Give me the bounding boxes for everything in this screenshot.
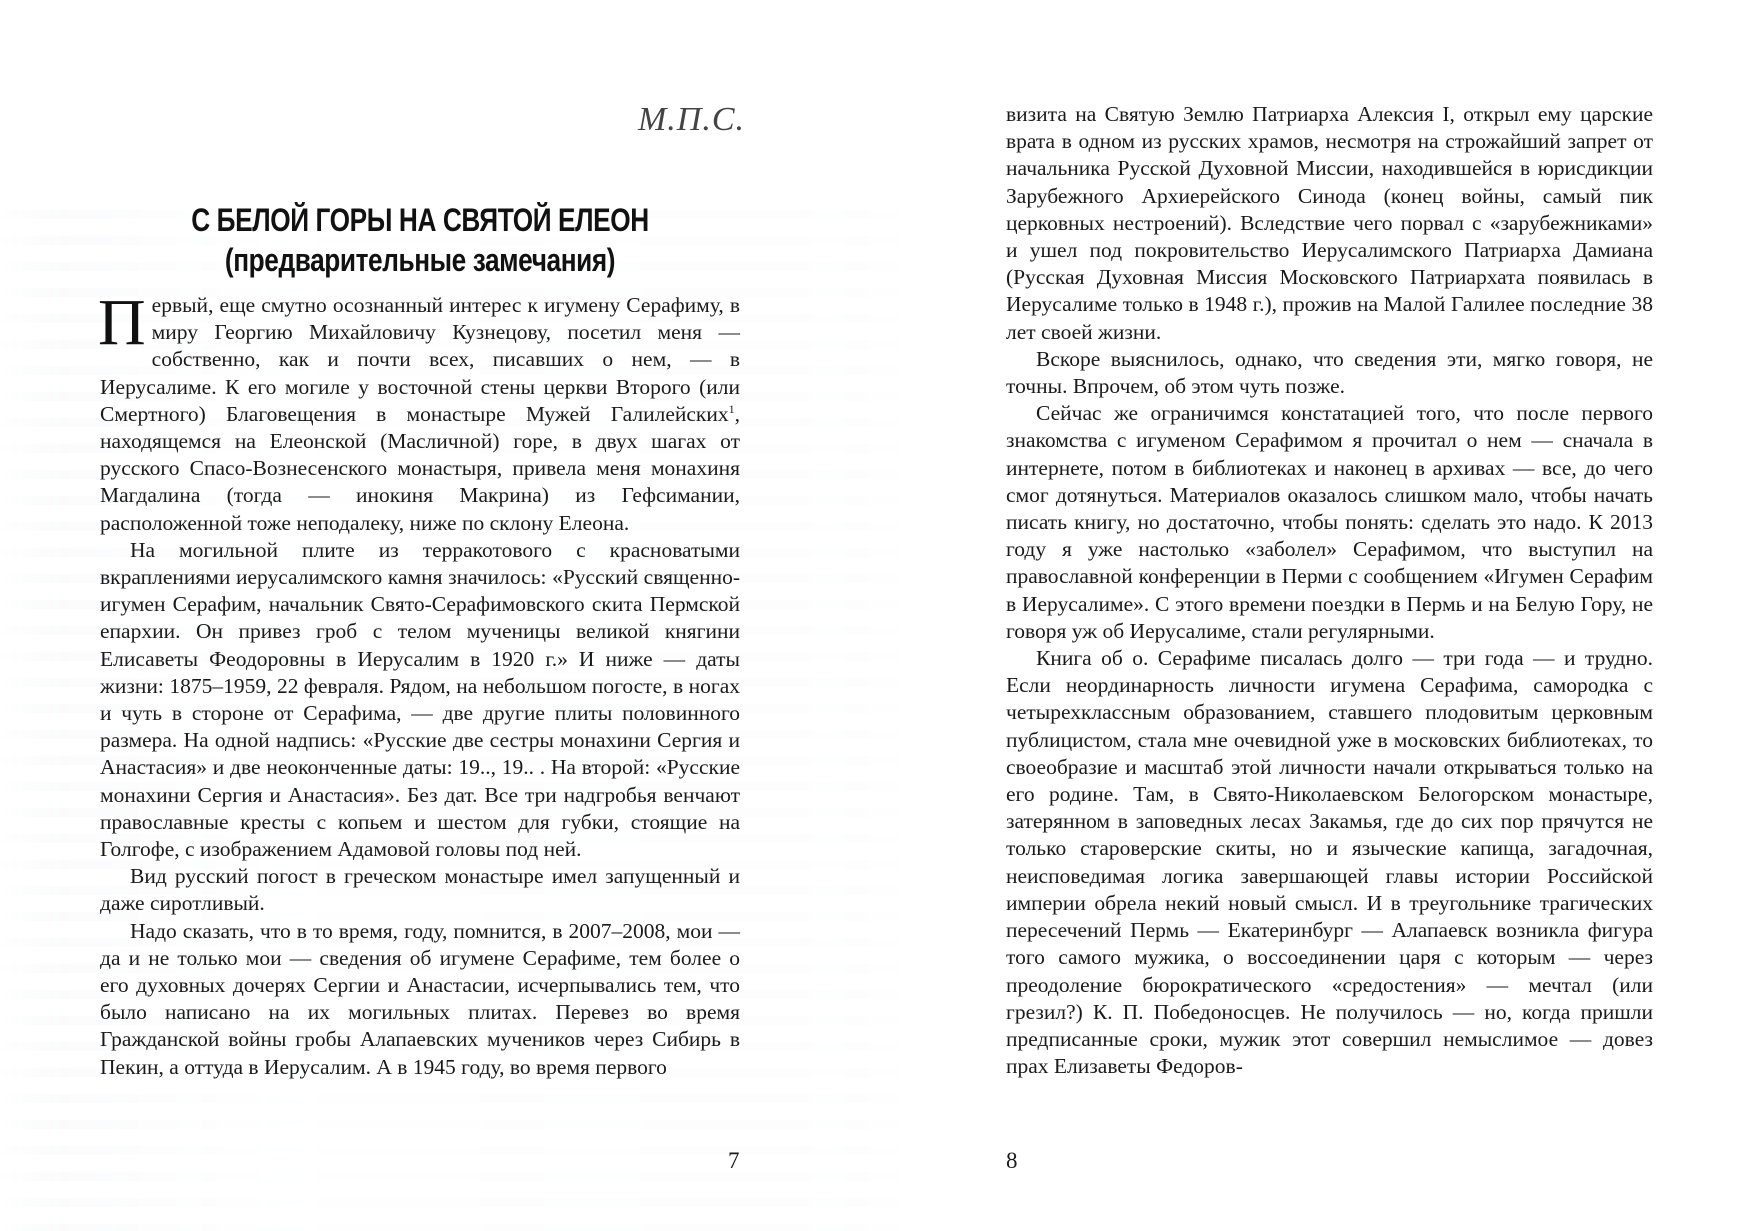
paragraph: На могильной плите из терракотового с красноватыми вкраплениями иерусалимского камня значилось: «Русский священно-игумен Серафим, начальник Свято-Серафимовского скита Пермской епархии. Он привез гроб с телом мученицы великой княгини Елисаветы Феодоровны в Иерусалим в 1920 г.» И ниже — даты жизни: 1875–1959, 22 февраля. Рядом, на небольшом погосте, в ногах и чуть в стороне от Серафима, — две другие плиты половинного размера. На одной надпись: «Русские две сестры монахини Сергия и Анастасия» и две неоконченные даты: 19.., 19.. . На второй: «Русские монахини Сергия и Анастасия». Без дат. Все три надгробья венчают православные кресты с копьем и шестом для губки, стоящие на Голгофе, с изображением Адамовой головы под ней. <box>100 537 740 862</box>
running-head: М.П.С. <box>637 101 745 138</box>
drop-cap: П <box>98 286 146 359</box>
left-text-column <box>98 286 740 1081</box>
left-page <box>0 0 872 1231</box>
paragraph: Вскоре выяснилось, однако, что сведения эти, мягко говоря, не точны. Впрочем, об этом чуть позже. <box>1006 346 1653 399</box>
page-number: 8 <box>1006 1148 1018 1173</box>
paragraph: Надо сказать, что в то время, году, помнится, в 2007–2008, мои — да и не только мои — сведения об игумене Серафиме, тем более о его духовных дочерях Сергии и Анастасии, исчерпывались тем, что было написано на их могильных плитах. Перевез во время Гражданской войны гробы Алапаевских мучеников через Сибирь в Пекин, а оттуда в Иерусалим. А в 1945 году, во время первого <box>100 918 740 1079</box>
page-number: 7 <box>728 1148 740 1173</box>
footnote-mark: 1 <box>728 401 735 416</box>
paragraph-text: находящемся на Елеонской (Масличной) горе, в двух шагах от русского Спасо-Вознесенского монастыря, привела меня монахиня Магдалина (тогда — инокиня Макрина) из Гефсимании, расположенной тоже неподалеку, ниже по склону Елеона. <box>100 429 740 535</box>
paragraph: Сейчас же ограничимся констатацией того, что после первого знакомства с игуменом Серафимом я прочитал о нем — сначала в интернете, потом в библиотеках и наконец в архивах — все, до чего смог дотянуться. Материалов оказалось слишком мало, чтобы начать писать книгу, но достаточно, чтобы понять: сделать это надо. К 2013 году я уже настолько «заболел» Серафимом, что выступил на православной конференции в Перми с сообщением «Игумен Серафим в Иерусалиме». С этого времени поездки в Пермь и на Белую Гору, не говоря уж об Иерусалиме, стали регулярными. <box>1006 401 1653 643</box>
chapter-title-line1: С БЕЛОЙ ГОРЫ НА СВЯТОЙ ЕЛЕОН <box>191 202 649 238</box>
paragraph: Вид русский погост в греческом монастыре имел запущенный и даже сиротливый. <box>100 864 740 916</box>
paragraph-text: ервый, еще смутно осознанный интерес к игумену Серафиму, в миру Георгию Михайловичу Кузнецову, посетил меня — собственно, как и почти всех, писавших о нем, — в Иерусалиме. К его могиле у восточной стены церкви Второго (или Смертного) Благовещения в монастыре Мужей Галилейских <box>100 293 740 426</box>
chapter-title <box>100 200 740 280</box>
chapter-subtitle: (предварительные замечания) <box>224 242 616 278</box>
paragraph: Первый, еще смутно осознанный интерес к игумену Серафиму, в миру Георгию Михайловичу Кузнецову, посетил меня — собственно, как и почти всех, писавших о нем, — в Иерусалиме. К его могиле у восточной стены церкви Второго (или Смертного) Благовещения в монастыре Мужей Галилейских$^1$, находящемся на Елеонской (Масличной) горе, в двух шагах от русского Спасо-Вознесенского монастыря, привела меня монахиня Магдалина (тогда — инокиня Макрина) из Гефсимании, расположенной тоже неподалеку, ниже по склону Елеона. <box>98 286 740 535</box>
paragraph: визита на Святую Землю Патриарха Алексия I, открыл ему царские врата в одном из русских храмов, несмотря на строжайший запрет от начальника Русской Духовной Миссии, находившейся в юрисдикции Зарубежного Архиерейского Синода (конец войны, самый пик церковных нестроений). Вследствие чего порвал с «зарубежниками» и ушел под покровительство Иерусалимского Патриарха Дамиана (Русская Духовная Миссия Московского Патриархата появилась в Иерусалиме только в 1948 г.), прожив на Малой Галилее последние 38 лет своей жизни. <box>1006 102 1653 344</box>
right-text-column <box>1006 101 1653 1080</box>
paragraph: Книга об о. Серафиме писалась долго — три года — и трудно. Если неординарность личности игумена Серафима, самородка с четырехклассным образованием, ставшего плодовитым церковным публицистом, стала мне очевидной уже в московских библиотеках, то своеобразие и масштаб этой личности начали открываться только на его родине. Там, в Свято-Николаевском Белогорском монастыре, затерянном в заповедных лесах Закамья, где до сих пор прячутся не только староверские скиты, но и языческие капища, загадочная, неисповедимая логика завершающей главы истории Российской империи обрела некий новый смысл. И в треугольнике трагических пересечений Пермь — Екатеринбург — Алапаевск возникла фигура того самого мужика, о воссоединении царя с которым — через преодоление бюрократического «средостения» — мечтал (или грезил?) К. П. Победоносцев. Не получилось — но, когда пришли предписанные сроки, мужик этот совершил немыслимое — довез прах Елизаветы Федоров- <box>1006 646 1653 1079</box>
right-page <box>872 0 1745 1231</box>
